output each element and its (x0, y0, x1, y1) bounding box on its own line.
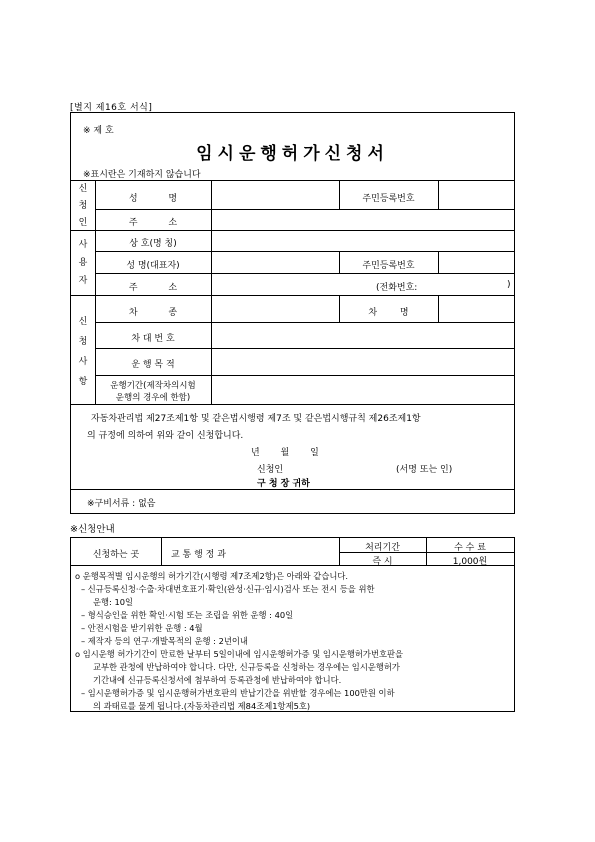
purpose-field[interactable] (212, 349, 513, 374)
guide-note: o 운행목적별 임시운행의 허가기간(시행령 제7조제2항)은 아래와 같습니다. (75, 571, 349, 581)
applicant-name-field[interactable] (212, 181, 338, 208)
declaration-line-1: 자동차관리법 제27조제1항 및 같은법시행령 제7조 및 같은법시행규칙 제26조제1항 (91, 414, 421, 424)
guide-note: – 형식승인을 위한 확인·시험 또는 조립을 위한 운행 : 40일 (81, 610, 294, 620)
processing-period-value: 즉 시 (372, 557, 393, 567)
guide-note: 교부한 관청에 반납하여야 합니다. 다만, 신규등록을 신청하는 경우에는 임시운행허가 (93, 662, 400, 672)
car-type-label: 차 종 (128, 308, 178, 318)
office-value: 교 통 행 정 과 (171, 550, 226, 560)
user-address-field[interactable] (212, 274, 513, 294)
guide-heading: ※신청안내 (70, 524, 115, 535)
signature-hint: (서명 또는 인) (396, 465, 453, 475)
user-company-label: 상 호(명 칭) (129, 239, 177, 249)
period-label-line1: 운행기간(제작차의시험 (110, 381, 196, 391)
guide-note: – 임시운행허가증 및 임시운행허가번호판의 반납기간을 위반할 경우에는 100만원 이하 (81, 688, 395, 698)
guide-box (70, 537, 515, 712)
applicant-group-label-3: 인 (78, 218, 88, 228)
guide-note: – 안전시험을 받기위한 운행 : 4월 (81, 623, 203, 633)
note-text: ※표시란은 기재하지 않습니다 (83, 170, 201, 180)
guide-note: – 신규등록신청·수출·차대번호표기·확인(완성·신규·임시)검사 또는 전시 등을 위한 (81, 584, 375, 594)
receipt-number-label: ※ 제 호 (83, 126, 114, 136)
applicant-group-label-2: 청 (78, 201, 88, 211)
user-rep-field[interactable] (212, 252, 338, 272)
car-name-label: 차 명 (368, 308, 409, 318)
guide-note: 의 과태료를 물게 됩니다.(자동차관리법 제84조제1항제5호) (93, 701, 311, 711)
user-group-label-2: 용 (78, 258, 88, 268)
guide-note: 기간내에 신규등록신청서에 첨부하여 등록관청에 반납하여야 합니다. (93, 675, 342, 685)
declaration-date: 년 월 일 (251, 448, 319, 458)
user-phone-label: (전화번호: (376, 283, 418, 293)
processing-period-label: 처리기간 (365, 543, 400, 553)
required-documents: ※구비서류 : 없음 (87, 499, 156, 509)
period-field[interactable] (212, 376, 513, 403)
applicant-rrn-field[interactable] (439, 181, 513, 208)
fee-value: 1,000원 (452, 557, 488, 567)
guide-note: – 제작자 등의 연구·개발목적의 운행 : 2년이내 (81, 636, 248, 646)
applicant-address-field[interactable] (212, 210, 513, 229)
vin-label: 차 대 번 호 (131, 334, 175, 344)
office-label: 신청하는 곳 (92, 550, 140, 560)
user-phone-close: ) (507, 280, 511, 290)
request-group-label-1: 신 (78, 317, 88, 327)
declaration-line-2: 의 규정에 의하여 위와 같이 신청합니다. (87, 431, 244, 441)
car-name-field[interactable] (439, 296, 513, 321)
user-group-label-3: 자 (78, 276, 88, 286)
request-group-label-4: 항 (78, 377, 88, 387)
form-title: 임시운행허가신청서 (196, 144, 389, 164)
user-company-field[interactable] (212, 231, 513, 250)
applicant-rrn-label: 주민등록번호 (362, 194, 415, 204)
request-group-label-3: 사 (78, 357, 88, 367)
user-rrn-label: 주민등록번호 (362, 261, 415, 271)
application-form (70, 112, 515, 514)
period-label-line2: 운행의 경우에 한함) (115, 393, 191, 403)
user-group-label-1: 사 (78, 240, 88, 250)
fee-label: 수 수 료 (454, 543, 486, 553)
vin-field[interactable] (212, 323, 513, 347)
guide-note: o 임시운행 허가기간이 만료한 날부터 5일이내에 임시운행허가증 및 임시운행허가번호판을 (75, 649, 404, 659)
applicant-group-label-1: 신 (78, 184, 88, 194)
purpose-label: 운 행 목 적 (131, 360, 175, 370)
applicant-address-label: 주 소 (128, 218, 178, 228)
form-label: [별지 제16호 서식] (70, 103, 153, 113)
applicant-signature-label: 신청인 (257, 465, 284, 475)
user-address-label: 주 소 (128, 283, 178, 293)
car-type-field[interactable] (212, 296, 338, 321)
applicant-name-label: 성 명 (128, 194, 178, 204)
user-rep-label: 성 명(대표자) (126, 261, 180, 271)
guide-note: 운행: 10일 (93, 597, 134, 607)
addressee: 구 청 장 귀하 (257, 479, 310, 489)
request-group-label-2: 청 (78, 337, 88, 347)
user-rrn-field[interactable] (439, 252, 513, 272)
